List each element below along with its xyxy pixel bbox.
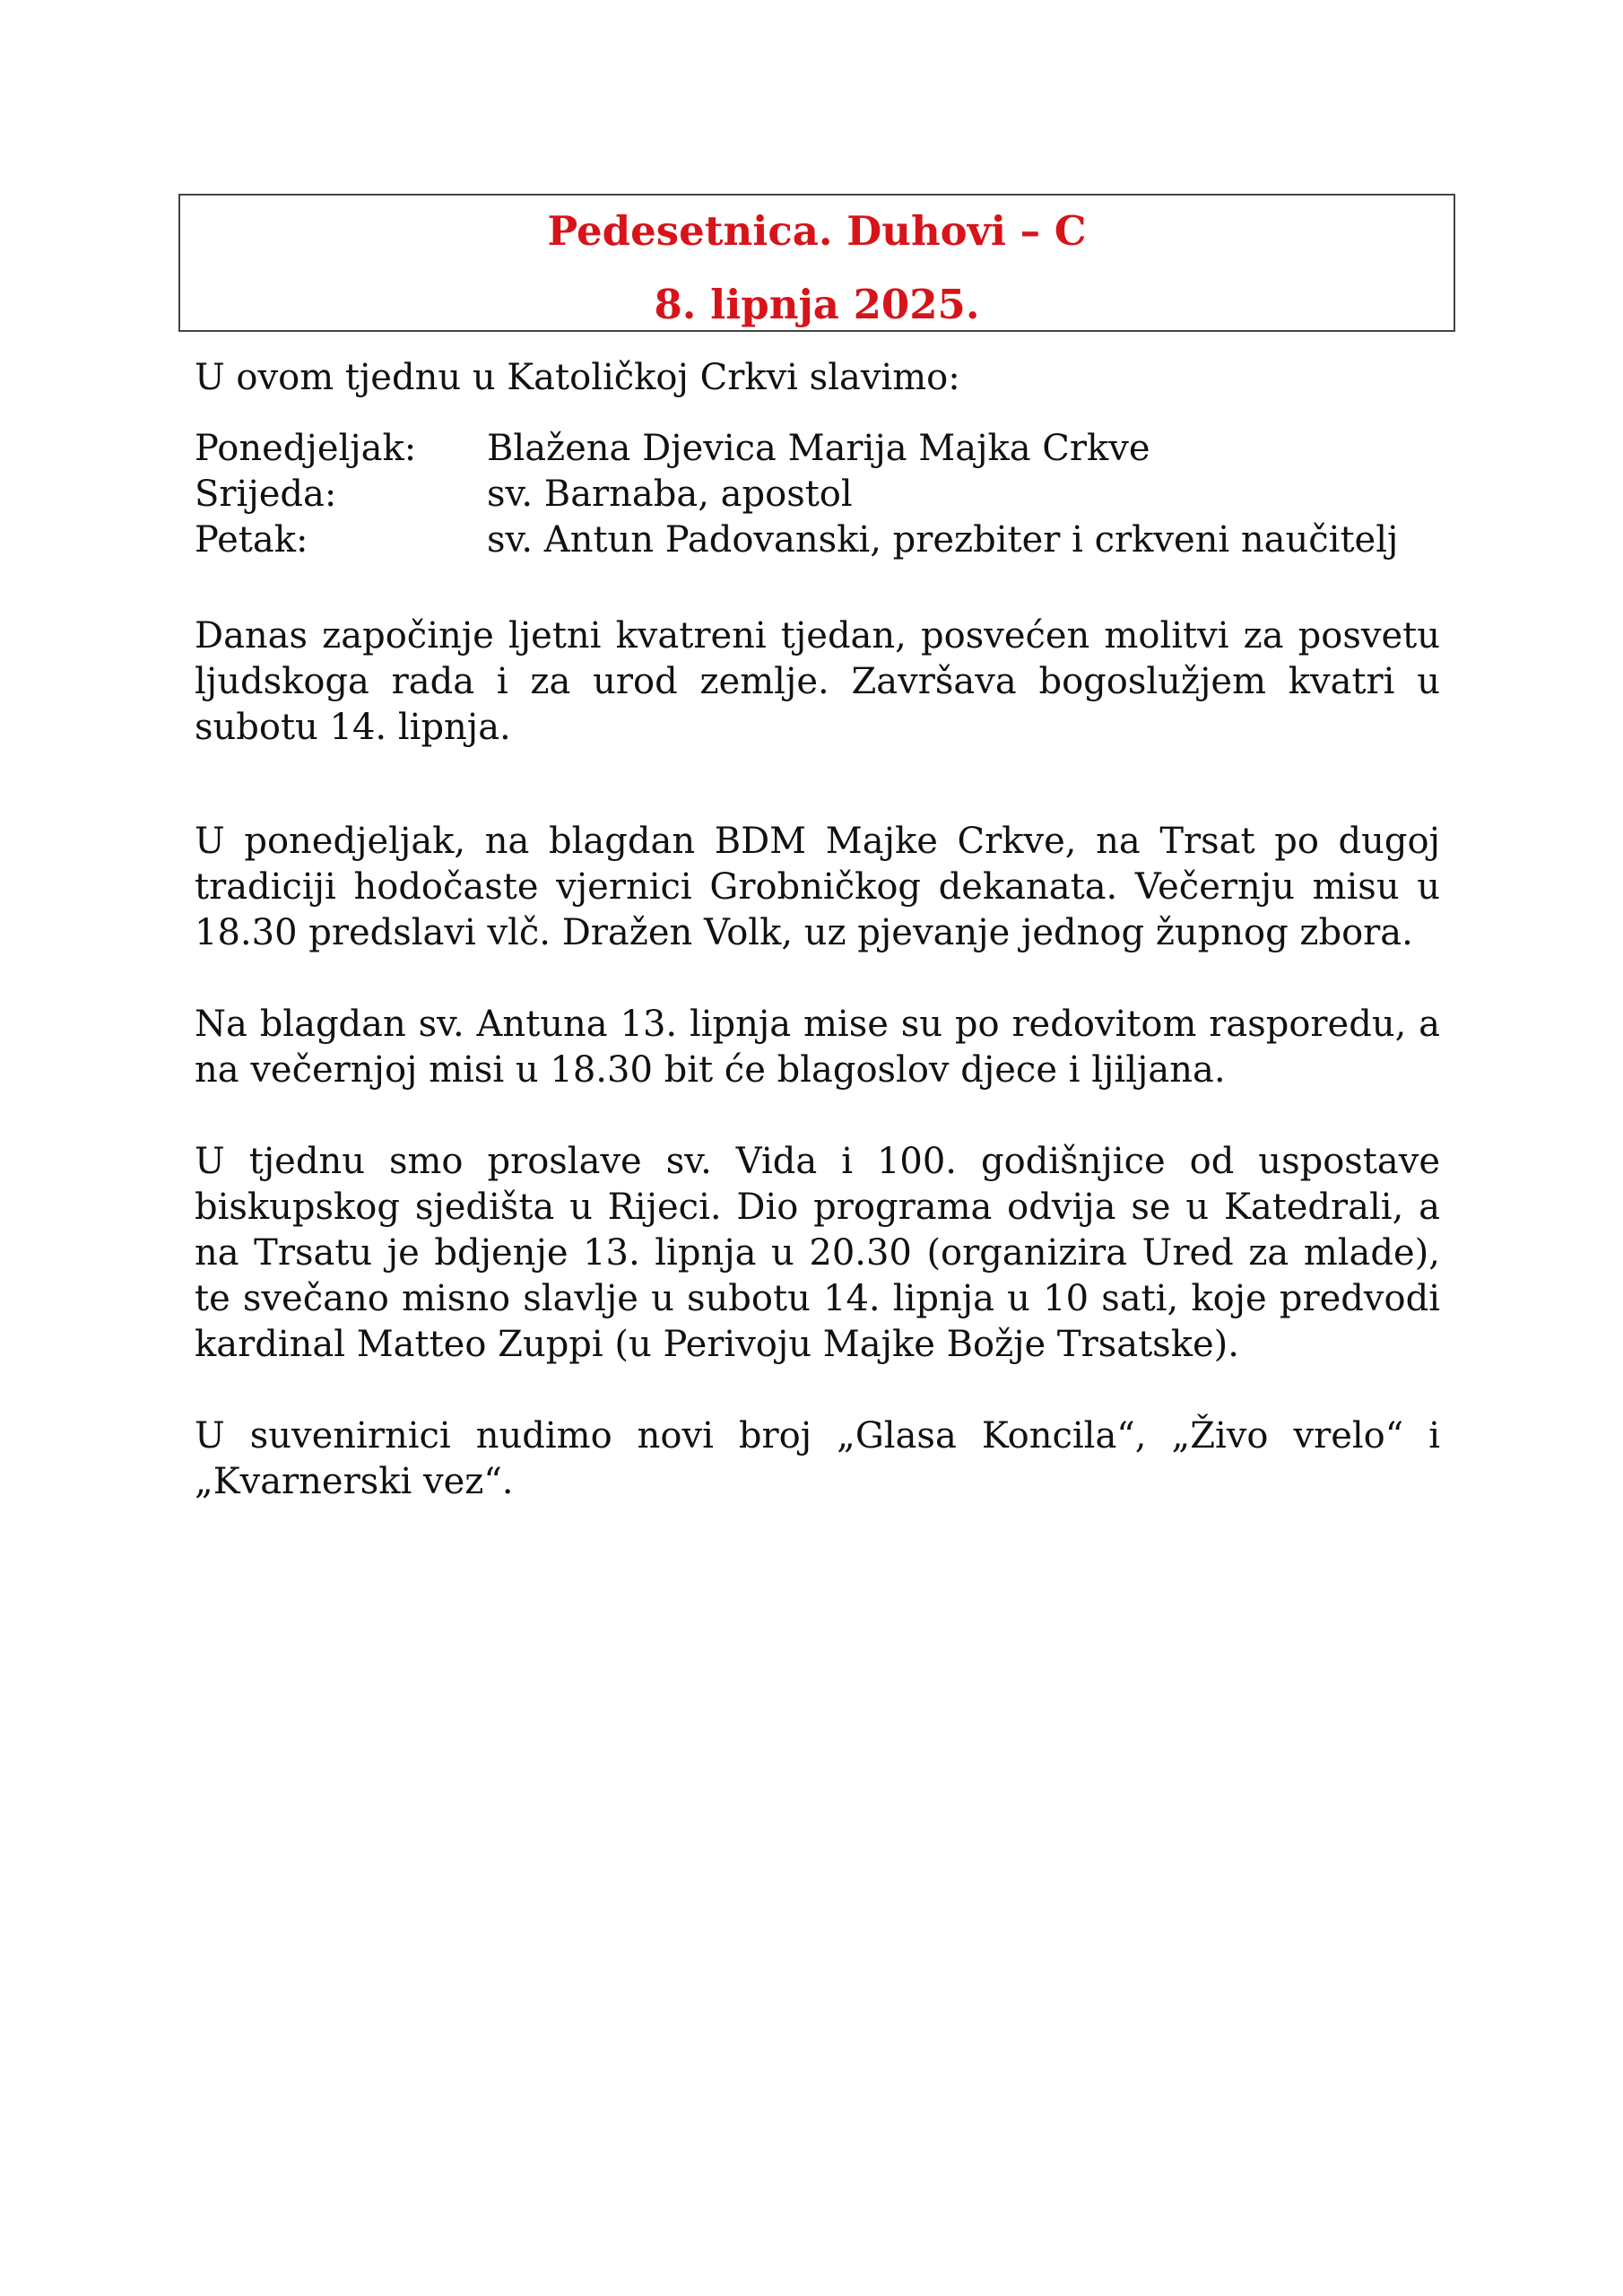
paragraph-sv-antun: Na blagdan sv. Antuna 13. lipnja mise su po redovitom rasporedu, a na večernjoj misi u 18.30 bit će blagoslov djece i ljiljana. xyxy=(195,1004,1440,1091)
feast-day: Petak: xyxy=(195,519,308,561)
header-box xyxy=(178,194,1455,332)
feast-name: sv. Antun Padovanski, prezbiter i crkveni naučitelj xyxy=(487,519,1399,561)
feast-row-friday xyxy=(195,517,1440,563)
paragraph-kvatre: Danas započinje ljetni kvatreni tjedan, posvećen molitvi za posvetu ljudskoga rada i za urod zemlje. Završava bogoslužjem kvatri u subotu 14. lipnja. xyxy=(195,615,1440,748)
feast-list xyxy=(195,426,1440,563)
feast-row-monday xyxy=(195,426,1440,472)
document-body xyxy=(195,355,1440,1551)
feast-name: Blažena Djevica Marija Majka Crkve xyxy=(487,428,1150,469)
feast-row-wednesday xyxy=(195,472,1440,517)
paragraph-sv-vid-anniversary: U tjednu smo proslave sv. Vida i 100. godišnjice od uspostave biskupskog sjedišta u Rijeci. Dio programa odvija se u Katedrali, a na Trsatu je bdjenje 13. lipnja u 20.30 (organizira Ured za mlade), te svečano misno slavlje u subotu 14. lipnja u 10 sati, koje predvodi kardinal Matteo Zuppi (u Perivoju Majke Božje Trsatske). xyxy=(195,1141,1440,1365)
feast-name: sv. Barnaba, apostol xyxy=(487,474,853,515)
feast-day: Srijeda: xyxy=(195,474,337,515)
paragraph-bdm-pilgrimage: U ponedjeljak, na blagdan BDM Majke Crkve, na Trsat po dugoj tradiciji hodočaste vjernici Grobničkog dekanata. Večernju misu u 18.30 predslavi vlč. Dražen Volk, uz pjevanje jednog župnog zbora. xyxy=(195,821,1440,953)
page-date: 8. lipnja 2025. xyxy=(654,281,980,328)
intro-text: U ovom tjednu u Katoličkoj Crkvi slavimo: xyxy=(195,357,960,398)
page-title: Pedesetnica. Duhovi – C xyxy=(547,207,1087,255)
paragraph-souvenir-shop: U suvenirnici nudimo novi broj „Glasa Koncila“, „Živo vrelo“ i „Kvarnerski vez“. xyxy=(195,1415,1440,1502)
feast-day: Ponedjeljak: xyxy=(195,428,417,469)
